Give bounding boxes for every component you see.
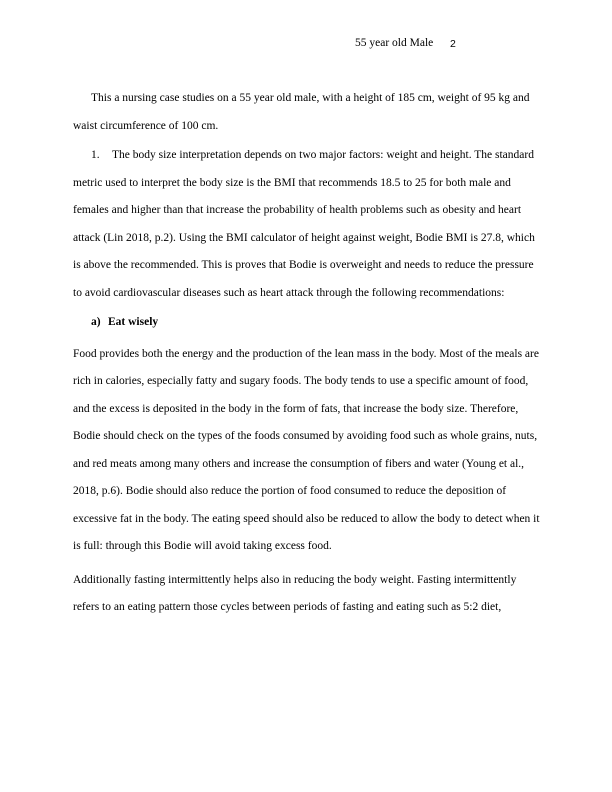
intro-paragraph: This a nursing case studies on a 55 year old male, with a height of 185 cm, weight of 95 kg and waist circumference of 100 cm. [73, 92, 530, 132]
page-header [0, 37, 612, 53]
subheading-text: Eat wisely [108, 316, 159, 328]
list-number: 1. [91, 149, 100, 161]
document-body [73, 85, 543, 622]
numbered-item-text: The body size interpretation depends on two major factors: weight and height. The standard metric used to interpret the body size is the BMI that recommends 18.5 to 25 for both male and females and higher than that increase the probability of health problems such as obesity and heart attack (Lin 2018, p.2). Using the BMI calculator of height against weight, Bodie BMI is 27.8, which is above the recommended. This is proves that Bodie is overweight and needs to reduce the pressure to avoid cardiovascular diseases such as heart attack through the following recommendations: [73, 149, 535, 299]
subheading-label: a) [91, 316, 101, 328]
running-head: 55 year old Male [355, 37, 434, 49]
page-number: 2 [450, 38, 456, 50]
numbered-item-1 [73, 142, 543, 307]
fasting-paragraph: Additionally fasting intermittently helps also in reducing the body weight. Fasting intermittently refers to an eating pattern those cycles between periods of fasting and eating such as 5:2 diet, [73, 573, 517, 613]
section-heading-eat-wisely [73, 309, 543, 337]
food-paragraph: Food provides both the energy and the production of the lean mass in the body. Most of the meals are rich in calories, especially fatty and sugary foods. The body tends to use a specific amount of food, and the excess is deposited in the body in the form of fats, that increase the body size. Therefore, Bodie should check on the types of the foods consumed by avoiding food such as whole grains, nuts, and red meats among many others and increase the consumption of fibers and water (Young et al., 2018, p.6). Bodie should also reduce the portion of food consumed to reduce the deposition of excessive fat in the body. The eating speed should also be reduced to allow the body to detect when it is full: through this Bodie will avoid taking excess food. [73, 347, 540, 552]
